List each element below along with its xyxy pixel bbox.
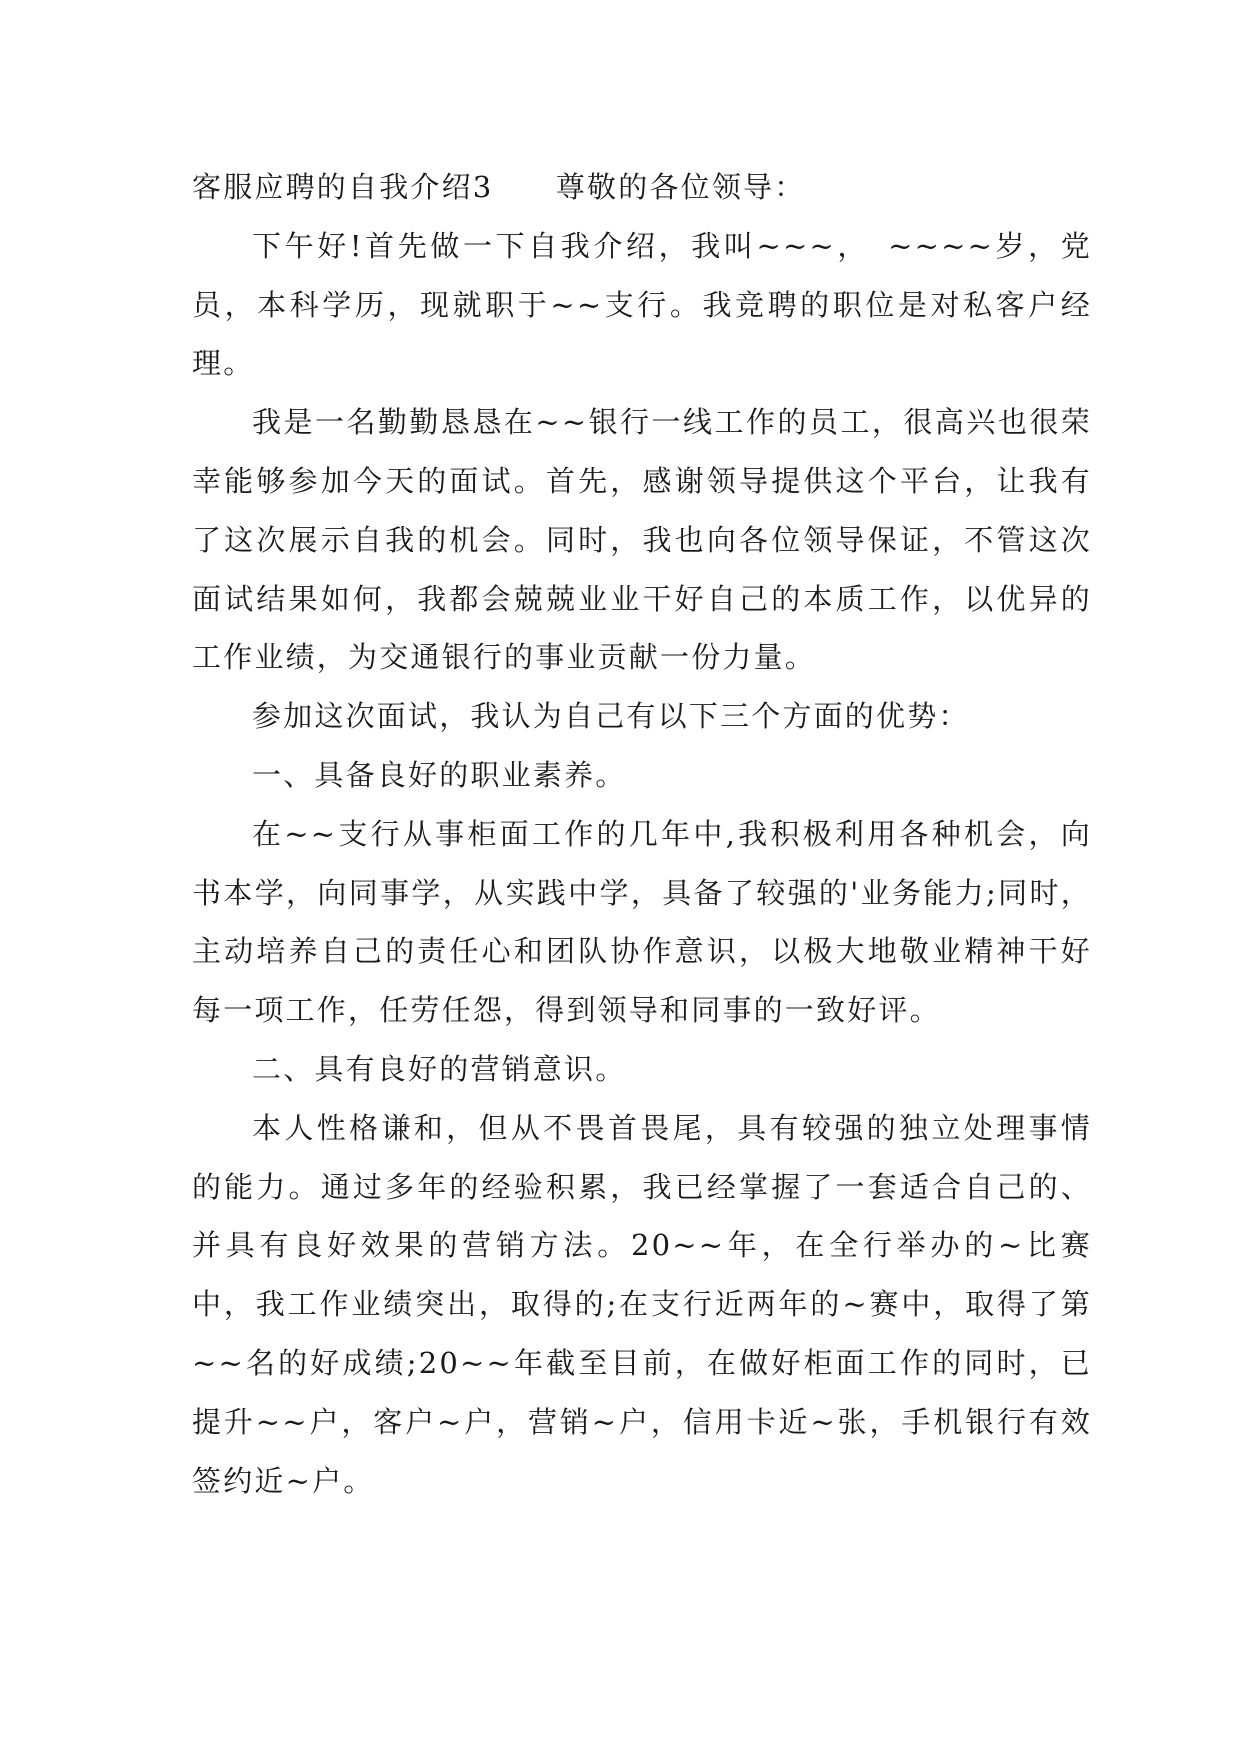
document-body	[192, 158, 1092, 1510]
paragraph-professional-quality: 在~~支行从事柜面工作的几年中,我积极利用各种机会，向书本学，向同事学，从实践中学，具备了较强的'业务能力;同时，主动培养自己的责任心和团队协作意识，以极大地敬业精神干好每一项工作，任劳任怨，得到领导和同事的一致好评。	[192, 816, 1092, 1028]
paragraph-greeting: 下午好!首先做一下自我介绍，我叫~~~， ~~~~岁，党员，本科学历，现就职于~~支行。我竞聘的职位是对私客户经理。	[192, 228, 1092, 381]
section-heading-marketing-awareness: 二、具有良好的营销意识。	[252, 1051, 627, 1086]
paragraph-advantages-intro: 参加这次面试，我认为自己有以下三个方面的优势：	[252, 699, 970, 734]
paragraph-self-statement: 我是一名勤勤恳恳在~~银行一线工作的员工，很高兴也很荣幸能够参加今天的面试。首先，感谢领导提供这个平台，让我有了这次展示自我的机会。同时，我也向各位领导保证，不管这次面试结果如何，我都会兢兢业业干好自己的本质工作，以优异的工作业绩，为交通银行的事业贡献一份力量。	[192, 405, 1092, 675]
paragraph-marketing-awareness: 本人性格谦和，但从不畏首畏尾，具有较强的独立处理事情的能力。通过多年的经验积累，我已经掌握了一套适合自己的、并具有良好效果的营销方法。20~~年，在全行举办的~比赛中，我工作业绩突出，取得的;在支行近两年的~赛中，取得了第~~名的好成绩;20~~年截至目前，在做好柜面工作的同时，已提升~~户，客户~户，营销~户，信用卡近~张，手机银行有效签约近~户。	[192, 1110, 1092, 1498]
section-heading-professional-quality: 一、具备良好的职业素养。	[252, 757, 627, 792]
intro-heading-line: 客服应聘的自我介绍3 尊敬的各位领导：	[192, 170, 806, 204]
